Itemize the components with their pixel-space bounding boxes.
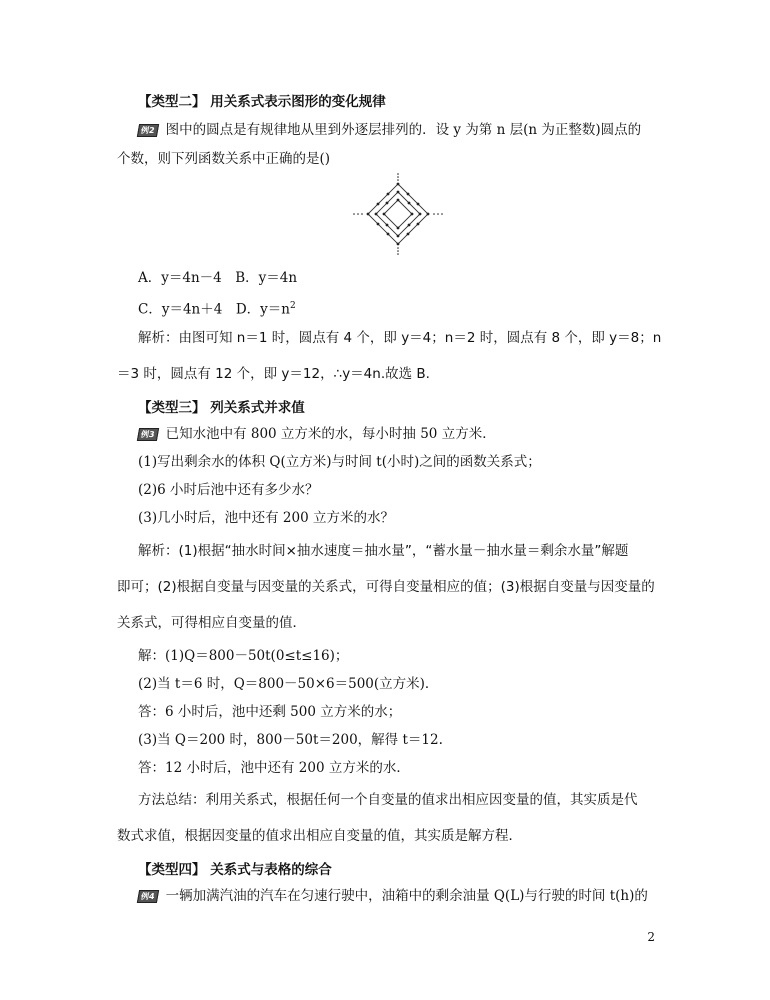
analysis2-line1: 解析：由图可知 n＝1 时，圆点有 4 个，即 y＝4；n＝2 时，圆点有 8 个，即 y＝8；n <box>138 330 662 346</box>
option-c-d-text: C．y＝4n＋4 D．y＝n <box>138 301 290 318</box>
option-c-d <box>138 296 296 320</box>
analysis3-line3: 关系式，可得相应自变量的值． <box>117 615 306 631</box>
question-2: (2)6 小时后池中还有多少水？ <box>138 482 319 498</box>
concentric-dot-diagram <box>348 172 448 256</box>
example4-line1 <box>138 886 648 906</box>
method-summary-line1: 方法总结：利用关系式，根据任何一个自变量的值求出相应因变量的值，其实质是代 <box>138 792 638 808</box>
example2-text: 图中的圆点是有规律地从里到外逐层排列的．设 y 为第 n 层(n 为正整数)圆点的 <box>165 122 642 138</box>
page-number: 2 <box>647 930 655 944</box>
section4-heading: 【类型四】 关系式与表格的综合 <box>138 862 332 878</box>
solution-1: 解：(1)Q＝800－50t(0≤t≤16)； <box>138 648 349 664</box>
answer-2: 答：12 小时后，池中还有 200 立方米的水． <box>138 760 410 776</box>
example2-line1 <box>138 120 641 140</box>
analysis2-line2: ＝3 时，圆点有 12 个，即 y＝12，∴y＝4n.故选 B. <box>117 366 430 382</box>
analysis3-line2: 即可；(2)根据自变量与因变量的关系式，可得自变量相应的值；(3)根据自变量与因变量的 <box>117 579 655 595</box>
section3-heading: 【类型三】 列关系式并求值 <box>138 400 305 416</box>
example3-line1 <box>138 424 496 444</box>
section2-heading: 【类型二】 用关系式表示图形的变化规律 <box>138 94 386 110</box>
analysis3-line1: 解析：(1)根据“抽水时间×抽水速度＝抽水量”，“蓄水量－抽水量＝剩余水量”解题 <box>138 543 629 559</box>
option-d-exponent: 2 <box>289 301 296 311</box>
diagram-layer-1 <box>384 200 412 228</box>
example3-tag: 例3 <box>137 428 159 441</box>
question-1: (1)写出剩余水的体积 Q(立方米)与时间 t(小时)之间的函数关系式； <box>138 454 541 470</box>
solution-3: (3)当 Q＝200 时，800－50t＝200，解得 t＝12. <box>138 732 443 748</box>
example4-tag: 例4 <box>137 890 159 903</box>
solution-2: (2)当 t＝6 时，Q＝800－50×6＝500(立方米)． <box>138 676 439 692</box>
example2-line2: 个数，则下列函数关系中正确的是() <box>117 151 331 167</box>
example2-tag: 例2 <box>137 124 159 137</box>
answer-1: 答：6 小时后，池中还剩 500 立方米的水； <box>138 704 402 720</box>
example4-text: 一辆加满汽油的汽车在匀速行驶中，油箱中的剩余油量 Q(L)与行驶的时间 t(h)的 <box>165 888 648 904</box>
method-summary-line2: 数式求值，根据因变量的值求出相应自变量的值，其实质是解方程． <box>117 828 522 844</box>
question-3: (3)几小时后，池中还有 200 立方米的水？ <box>138 510 394 526</box>
option-a-b: A．y＝4n－4 B．y＝4n <box>138 270 298 286</box>
example3-text: 已知水池中有 800 立方米的水，每小时抽 50 立方米． <box>165 426 496 442</box>
